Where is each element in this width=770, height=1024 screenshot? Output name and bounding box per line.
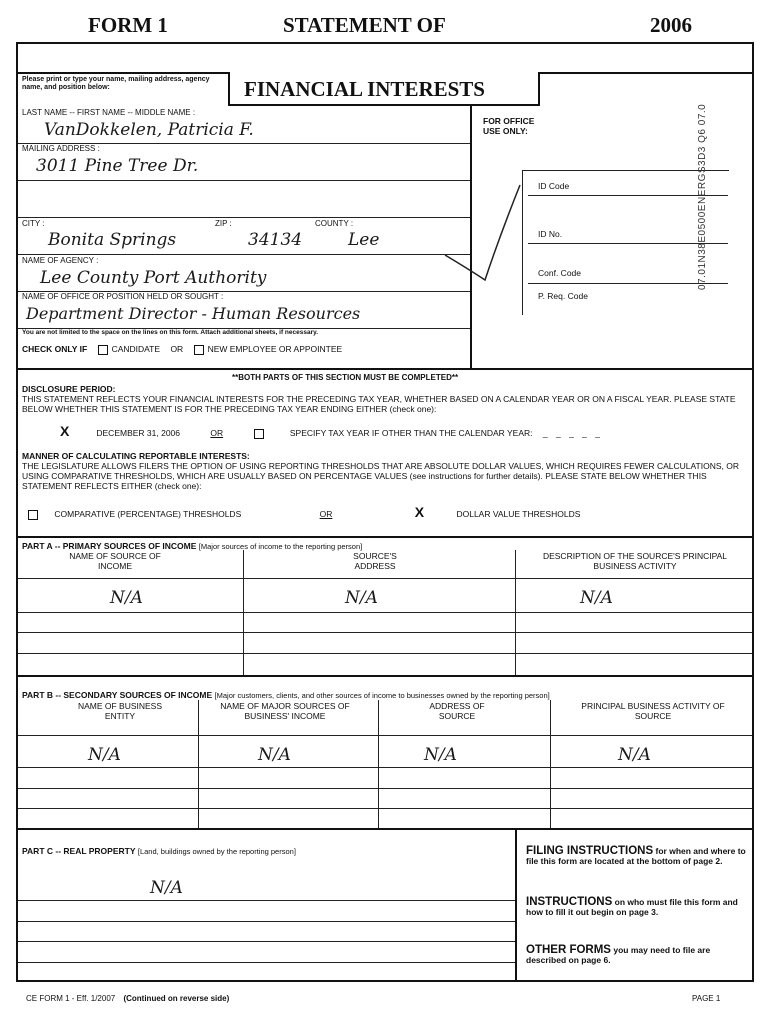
disclosure-period-options bbox=[60, 423, 750, 439]
part-a-col2: SOURCE'S ADDRESS bbox=[353, 551, 397, 571]
rule bbox=[18, 632, 752, 633]
part-b-heading: PART B -- SECONDARY SOURCES OF INCOME bbox=[22, 690, 213, 700]
id-no-label: ID No. bbox=[538, 229, 563, 239]
section-divider bbox=[16, 368, 754, 370]
county-value: Lee bbox=[348, 230, 380, 250]
section-divider bbox=[16, 536, 754, 538]
rule bbox=[18, 941, 515, 942]
dec31-checkbox[interactable]: X bbox=[60, 423, 70, 439]
part-a-row1-col1: N/A bbox=[110, 588, 143, 608]
manner-options bbox=[28, 504, 748, 520]
conf-code-label: Conf. Code bbox=[538, 268, 581, 278]
part-b-header bbox=[22, 690, 550, 700]
rule bbox=[18, 735, 752, 736]
part-a-col3: DESCRIPTION OF THE SOURCE'S PRINCIPAL BUSINESS ACTIVITY bbox=[542, 551, 728, 571]
new-employee-label: NEW EMPLOYEE OR APPOINTEE bbox=[207, 344, 343, 354]
p-req-code-label: P. Req. Code bbox=[538, 291, 588, 301]
other-forms-title: OTHER FORMS bbox=[526, 944, 611, 956]
filing-instructions-title: FILING INSTRUCTIONS bbox=[526, 845, 654, 857]
county-label: COUNTY : bbox=[315, 219, 354, 228]
form-label: FORM 1 bbox=[88, 13, 168, 37]
name-label: LAST NAME -- FIRST NAME -- MIDDLE NAME : bbox=[22, 108, 196, 117]
rule bbox=[18, 217, 470, 218]
office-use-line2: USE ONLY: bbox=[483, 126, 528, 136]
filing-instructions bbox=[526, 846, 746, 866]
part-b-col4: PRINCIPAL BUSINESS ACTIVITY OF SOURCE bbox=[581, 701, 725, 721]
instructions-title: INSTRUCTIONS bbox=[526, 896, 613, 908]
office-vertical-code: 07.01N38E0500ENERGS3D3 Q6 07.0 bbox=[697, 103, 708, 290]
rule bbox=[18, 180, 470, 181]
or-label: OR bbox=[210, 428, 224, 438]
office-use-line1: FOR OFFICE bbox=[483, 116, 535, 126]
city-value: Bonita Springs bbox=[48, 230, 177, 250]
part-c-heading: PART C -- REAL PROPERTY bbox=[22, 846, 136, 856]
form-title-line1: STATEMENT OF bbox=[283, 13, 446, 37]
part-b-row1-col3: N/A bbox=[424, 745, 457, 765]
zip-value: 34134 bbox=[248, 230, 303, 250]
rule bbox=[18, 808, 752, 809]
rule bbox=[18, 578, 752, 579]
part-b-col2: NAME OF MAJOR SOURCES OF BUSINESS' INCOME bbox=[220, 701, 350, 721]
instructions-text: on who must file this form and how to fill it out begin on page 3. bbox=[526, 897, 738, 917]
rule bbox=[18, 900, 515, 901]
specify-blank[interactable]: _ _ _ _ _ bbox=[542, 428, 603, 438]
mailing-value: 3011 Pine Tree Dr. bbox=[36, 156, 199, 176]
form-year: 2006 bbox=[650, 13, 692, 37]
filing-instructions-text: for when and where to file this form are located at the bottom of page 2. bbox=[526, 846, 746, 866]
dec31-label: DECEMBER 31, 2006 bbox=[96, 428, 180, 438]
signature-mark bbox=[440, 175, 540, 295]
part-a-header bbox=[22, 541, 362, 551]
rule bbox=[18, 788, 752, 789]
rule bbox=[18, 653, 752, 654]
section-divider bbox=[16, 675, 754, 677]
section-divider bbox=[16, 828, 754, 830]
footer-left bbox=[26, 994, 229, 1003]
or-label: OR bbox=[170, 344, 184, 354]
part-a-subheading: [Major sources of income to the reporting person] bbox=[198, 542, 363, 551]
agency-label: NAME OF AGENCY : bbox=[22, 256, 99, 265]
id-code-label: ID Code bbox=[538, 181, 570, 191]
other-forms-text: you may need to file are described on page 6. bbox=[526, 945, 711, 965]
part-c-subheading: [Land, buildings owned by the reporting person] bbox=[137, 847, 296, 856]
rule bbox=[18, 962, 515, 963]
part-b-col3: ADDRESS OF SOURCE bbox=[429, 701, 485, 721]
part-c-divider bbox=[515, 828, 517, 982]
city-label: CITY : bbox=[22, 219, 45, 228]
comparative-label: COMPARATIVE (PERCENTAGE) THRESHOLDS bbox=[54, 509, 242, 519]
part-a-row1-col2: N/A bbox=[345, 588, 378, 608]
rule bbox=[18, 612, 752, 613]
disclosure-period-text: THIS STATEMENT REFLECTS YOUR FINANCIAL INTERESTS FOR THE PRECEDING TAX YEAR, WHETHER BASED ON A CALENDAR YEAR OR ON A FISCAL YEAR. PLEASE STATE BELOW WHETHER THIS STATEMENT IS FOR THE PRECEDING TAX YEAR ENDING EITHER (check one): bbox=[22, 394, 736, 414]
part-a-row1-col3: N/A bbox=[580, 588, 613, 608]
part-a-heading: PART A -- PRIMARY SOURCES OF INCOME bbox=[22, 541, 197, 551]
instructions-note bbox=[526, 897, 746, 917]
name-value: VanDokkelen, Patricia F. bbox=[44, 120, 254, 140]
footer-continued: (Continued on reverse side) bbox=[123, 994, 230, 1003]
office-use-title bbox=[483, 116, 534, 136]
part-a-col1: NAME OF SOURCE OF INCOME bbox=[69, 551, 161, 571]
manner-heading: MANNER OF CALCULATING REPORTABLE INTERESTS: bbox=[22, 451, 250, 461]
new-employee-checkbox[interactable] bbox=[194, 345, 204, 355]
part-c-header bbox=[22, 846, 296, 856]
part-b-subheading: [Major customers, clients, and other sources of income to businesses owned by the reporting person] bbox=[214, 691, 550, 700]
form-title-line2: FINANCIAL INTERESTS bbox=[244, 77, 485, 101]
print-note: Please print or type your name, mailing address, agency name, and position below: bbox=[22, 76, 210, 91]
footer-form-id: CE FORM 1 - Eff. 1/2007 bbox=[26, 994, 116, 1003]
dollar-label: DOLLAR VALUE THRESHOLDS bbox=[456, 509, 581, 519]
rule bbox=[18, 767, 752, 768]
agency-value: Lee County Port Authority bbox=[40, 268, 267, 288]
disclosure-period-heading: DISCLOSURE PERIOD: bbox=[22, 384, 116, 394]
candidate-label: CANDIDATE bbox=[111, 344, 161, 354]
manner-text: THE LEGISLATURE ALLOWS FILERS THE OPTION OF USING REPORTING THRESHOLDS THAT ARE ABSOLUTE DOLLAR VALUES, WHICH REQUIRES FEWER CALCULATIONS, OR USING COMPARATIVE THRESHOLDS, WHICH ARE USUALLY BASED ON PERCENTAGE VALUES (see instructions for further details). PLEASE STATE BELOW WHETHER THIS STATEMENT REFLECTS EITHER (check one): bbox=[22, 461, 739, 491]
check-only-if-label: CHECK ONLY IF bbox=[22, 344, 88, 354]
office-value: Department Director - Human Resources bbox=[26, 304, 361, 323]
check-only-if bbox=[22, 344, 342, 355]
not-limited-note: You are not limited to the space on the lines on this form. Attach additional sheets, if necessary. bbox=[22, 329, 319, 336]
or-label: OR bbox=[319, 509, 333, 519]
dollar-checkbox[interactable]: X bbox=[414, 504, 425, 520]
part-b-row1-col2: N/A bbox=[258, 745, 291, 765]
mailing-label: MAILING ADDRESS : bbox=[22, 144, 100, 153]
rule bbox=[18, 921, 515, 922]
part-b-row1-col1: N/A bbox=[88, 745, 121, 765]
rule bbox=[18, 254, 470, 255]
specify-label: SPECIFY TAX YEAR IF OTHER THAN THE CALENDAR YEAR: bbox=[289, 428, 533, 438]
frame-top bbox=[16, 42, 754, 44]
part-c-value: N/A bbox=[150, 878, 183, 898]
part-b-col1: NAME OF BUSINESS ENTITY bbox=[77, 701, 163, 721]
part-b-row1-col4: N/A bbox=[618, 745, 651, 765]
candidate-checkbox[interactable] bbox=[98, 345, 108, 355]
both-parts-note: **BOTH PARTS OF THIS SECTION MUST BE COMPLETED** bbox=[232, 373, 459, 382]
office-label: NAME OF OFFICE OR POSITION HELD OR SOUGHT : bbox=[22, 292, 224, 301]
zip-label: ZIP : bbox=[215, 219, 232, 228]
comparative-checkbox[interactable] bbox=[28, 510, 38, 520]
other-tax-year-checkbox[interactable] bbox=[254, 429, 264, 439]
footer-page: PAGE 1 bbox=[692, 994, 721, 1003]
other-forms-note bbox=[526, 945, 746, 965]
